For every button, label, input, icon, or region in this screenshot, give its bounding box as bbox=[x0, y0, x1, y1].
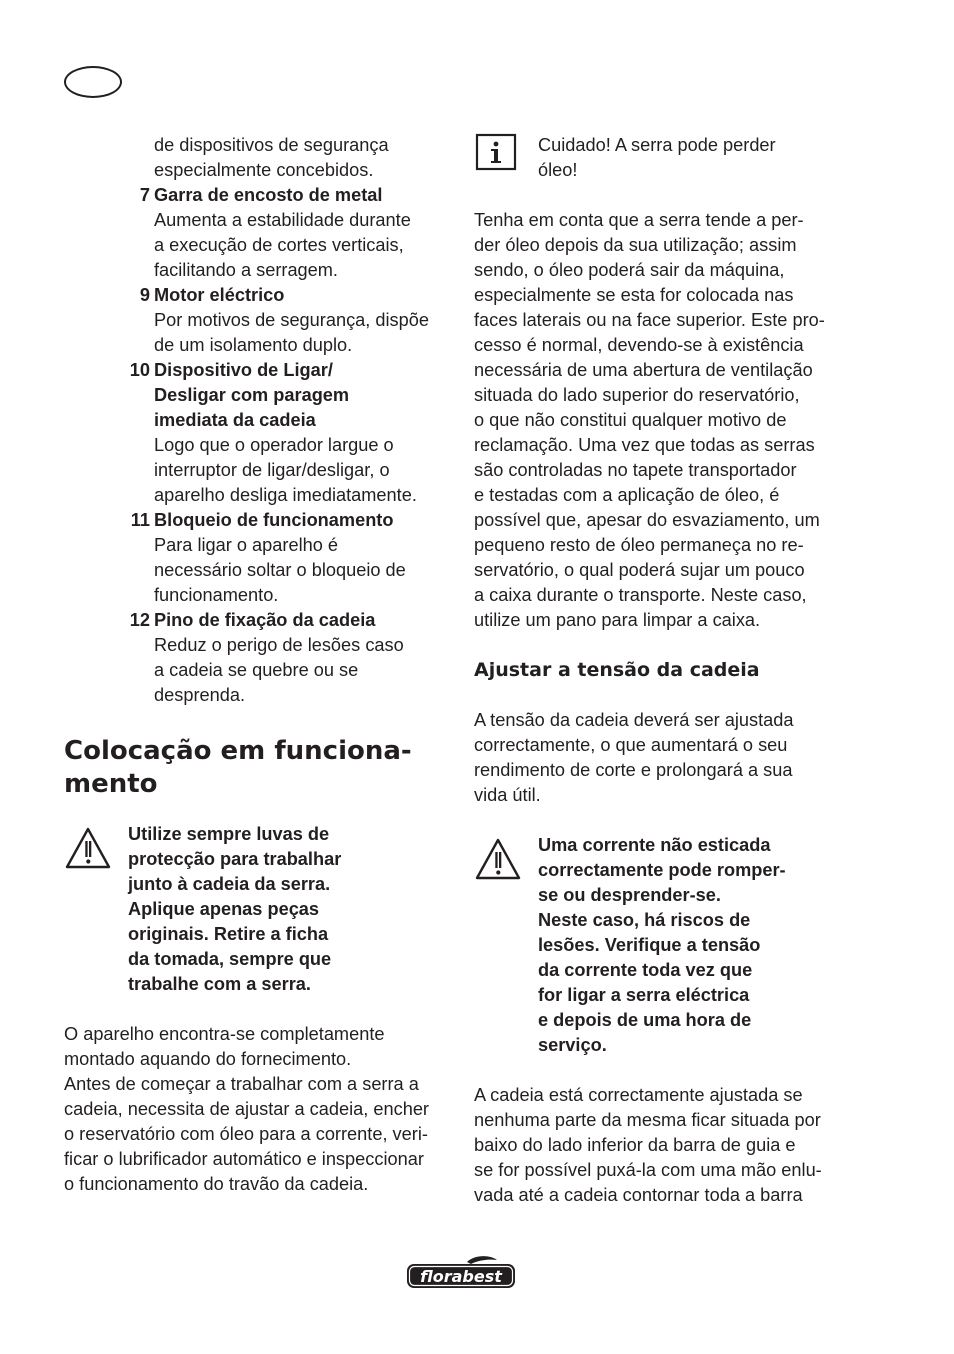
info-icon-cell bbox=[474, 133, 538, 180]
feature-description-line: necessário soltar o bloqueio de bbox=[154, 560, 406, 580]
paragraph-line: ficar o lubrificador automático e inspeccionar bbox=[64, 1149, 424, 1169]
warning-notice bbox=[64, 822, 449, 997]
paragraph-line: sendo, o óleo poderá sair da máquina, bbox=[474, 260, 785, 280]
section-title-line: mento bbox=[64, 769, 158, 799]
paragraph-line: A tensão da cadeia deverá ser ajustada bbox=[474, 710, 794, 730]
paragraph-line: se for possível puxá-la com uma mão enlu- bbox=[474, 1160, 822, 1180]
paragraph-line: são controladas no tapete transportador bbox=[474, 460, 797, 480]
right-column bbox=[474, 133, 859, 1208]
intro-paragraph bbox=[64, 1022, 449, 1197]
feature-item bbox=[64, 283, 449, 358]
adjust-paragraph bbox=[474, 1083, 859, 1208]
paragraph-line: vada até a cadeia contornar toda a barra bbox=[474, 1185, 803, 1205]
feature-description-line: desprenda. bbox=[154, 685, 246, 705]
warning-line: for ligar a serra eléctrica bbox=[538, 985, 750, 1005]
warning-line: Utilize sempre luvas de bbox=[128, 824, 330, 844]
feature-title-line: Dispositivo de Ligar/ bbox=[154, 360, 333, 380]
feature-description bbox=[154, 533, 449, 608]
warning-line: serviço. bbox=[538, 1035, 607, 1055]
feature-item bbox=[64, 183, 449, 283]
warning-line: e depois de uma hora de bbox=[538, 1010, 752, 1030]
section-title bbox=[64, 735, 449, 801]
feature-body bbox=[154, 358, 449, 508]
feature-title-line: Pino de fixação da cadeia bbox=[154, 610, 376, 630]
feature-description-line: de um isolamento duplo. bbox=[154, 335, 353, 355]
feature-title bbox=[154, 358, 449, 433]
paragraph-line: cesso é normal, devendo-se à existência bbox=[474, 335, 804, 355]
feature-number: 10 bbox=[129, 360, 150, 380]
florabest-logo bbox=[405, 1256, 517, 1290]
warning-line: da tomada, sempre que bbox=[128, 949, 332, 969]
info-notice bbox=[474, 133, 859, 183]
feature-description bbox=[154, 308, 449, 358]
feature-title-line: Motor eléctrico bbox=[154, 285, 285, 305]
feature-description bbox=[154, 633, 449, 708]
feature-description-line: interruptor de ligar/desligar, o bbox=[154, 460, 390, 480]
paragraph-line: necessária de uma abertura de ventilação bbox=[474, 360, 813, 380]
feature-number: 7 bbox=[139, 185, 150, 205]
paragraph-line: reclamação. Uma vez que todas as serras bbox=[474, 435, 815, 455]
paragraph-line: Antes de começar a trabalhar com a serra a bbox=[64, 1074, 419, 1094]
warning-line: Uma corrente não esticada bbox=[538, 835, 771, 855]
paragraph-line: montado aquando do fornecimento. bbox=[64, 1049, 352, 1069]
feature-description-line: Logo que o operador largue o bbox=[154, 435, 394, 455]
feature-title bbox=[154, 183, 449, 208]
spacer bbox=[64, 997, 449, 1022]
feature-title-line: Bloqueio de funcionamento bbox=[154, 510, 394, 530]
intro-continuation bbox=[64, 133, 449, 183]
paragraph-line: baixo do lado inferior da barra de guia e bbox=[474, 1135, 796, 1155]
paragraph-line: o reservatório com óleo para a corrente, veri- bbox=[64, 1124, 428, 1144]
spacer bbox=[474, 1058, 859, 1083]
paragraph-line: possível que, apesar do esvaziamento, um bbox=[474, 510, 820, 530]
feature-item bbox=[64, 608, 449, 708]
feature-description-line: Para ligar o aparelho é bbox=[154, 535, 339, 555]
paragraph-line: o que não constitui qualquer motivo de bbox=[474, 410, 787, 430]
paragraph-line: situada do lado superior do reservatório, bbox=[474, 385, 800, 405]
feature-description-line: a execução de cortes verticais, bbox=[154, 235, 404, 255]
paragraph-line: utilize um pano para limpar a caixa. bbox=[474, 610, 761, 630]
feature-item bbox=[64, 508, 449, 608]
paragraph-line: faces laterais ou na face superior. Este pro- bbox=[474, 310, 825, 330]
warning-notice bbox=[474, 833, 859, 1058]
warning-line: se ou desprender-se. bbox=[538, 885, 721, 905]
warning-triangle-icon bbox=[474, 837, 522, 881]
feature-description bbox=[154, 433, 449, 508]
section-title-line: Colocação em funciona- bbox=[64, 736, 412, 766]
feature-number: 9 bbox=[139, 285, 150, 305]
left-column bbox=[64, 133, 449, 1197]
paragraph-line: pequeno resto de óleo permaneça no re- bbox=[474, 535, 804, 555]
warning-line: originais. Retire a ficha bbox=[128, 924, 329, 944]
feature-description-line: Por motivos de segurança, dispõe bbox=[154, 310, 429, 330]
info-line: Cuidado! A serra pode perder bbox=[538, 135, 776, 155]
intro-line: de dispositivos de segurança bbox=[154, 135, 389, 155]
paragraph-line: e testadas com a aplicação de óleo, é bbox=[474, 485, 780, 505]
warning-line: junto à cadeia da serra. bbox=[128, 874, 331, 894]
oil-paragraph bbox=[474, 208, 859, 633]
feature-title-line: imediata da cadeia bbox=[154, 410, 316, 430]
warning-line: protecção para trabalhar bbox=[128, 849, 342, 869]
warning-line: da corrente toda vez que bbox=[538, 960, 753, 980]
paragraph-line: rendimento de corte e prolongará a sua bbox=[474, 760, 793, 780]
paragraph-line: a caixa durante o transporte. Neste caso, bbox=[474, 585, 807, 605]
feature-description-line: aparelho desliga imediatamente. bbox=[154, 485, 417, 505]
feature-description-line: a cadeia se quebre ou se bbox=[154, 660, 359, 680]
subheading: Ajustar a tensão da cadeia bbox=[474, 659, 760, 681]
feature-description-line: Reduz o perigo de lesões caso bbox=[154, 635, 404, 655]
feature-title bbox=[154, 283, 449, 308]
paragraph-line: servatório, o qual poderá sujar um pouco bbox=[474, 560, 805, 580]
feature-title bbox=[154, 608, 449, 633]
spacer bbox=[474, 633, 859, 658]
feature-number: 12 bbox=[129, 610, 150, 630]
warning-line: trabalhe com a serra. bbox=[128, 974, 311, 994]
feature-description bbox=[154, 208, 449, 283]
tension-paragraph bbox=[474, 708, 859, 808]
intro-line: especialmente concebidos. bbox=[154, 160, 374, 180]
feature-description-line: Aumenta a estabilidade durante bbox=[154, 210, 411, 230]
warning-icon-cell bbox=[474, 833, 538, 888]
warning-line: correctamente pode romper- bbox=[538, 860, 786, 880]
feature-body bbox=[154, 183, 449, 283]
warning-triangle-icon bbox=[64, 826, 112, 870]
logo-wordmark: florabest bbox=[420, 1267, 502, 1286]
paragraph-line: vida útil. bbox=[474, 785, 541, 805]
warning-line: Aplique apenas peças bbox=[128, 899, 320, 919]
info-text bbox=[538, 133, 859, 183]
paragraph-line: A cadeia está correctamente ajustada se bbox=[474, 1085, 803, 1105]
info-line: óleo! bbox=[538, 160, 578, 180]
paragraph-line: O aparelho encontra-se completamente bbox=[64, 1024, 385, 1044]
warning-text bbox=[128, 822, 449, 997]
feature-body bbox=[154, 283, 449, 358]
feature-title bbox=[154, 508, 449, 533]
feature-number: 11 bbox=[130, 510, 150, 530]
language-badge bbox=[64, 66, 122, 98]
warning-line: lesões. Verifique a tensão bbox=[538, 935, 761, 955]
paragraph-line: cadeia, necessita de ajustar a cadeia, encher bbox=[64, 1099, 429, 1119]
spacer bbox=[474, 808, 859, 833]
feature-item bbox=[64, 358, 449, 508]
info-icon bbox=[474, 133, 518, 173]
feature-title-line: Garra de encosto de metal bbox=[154, 185, 383, 205]
paragraph-line: nenhuma parte da mesma ficar situada por bbox=[474, 1110, 821, 1130]
paragraph-line: correctamente, o que aumentará o seu bbox=[474, 735, 788, 755]
feature-description-line: facilitando a serragem. bbox=[154, 260, 338, 280]
feature-body bbox=[154, 508, 449, 608]
feature-title-line: Desligar com paragem bbox=[154, 385, 350, 405]
warning-line: Neste caso, há riscos de bbox=[538, 910, 751, 930]
feature-body bbox=[154, 608, 449, 708]
spacer bbox=[474, 183, 859, 208]
warning-text bbox=[538, 833, 859, 1058]
feature-description-line: funcionamento. bbox=[154, 585, 279, 605]
warning-icon-cell bbox=[64, 822, 128, 877]
paragraph-line: o funcionamento do travão da cadeia. bbox=[64, 1174, 369, 1194]
paragraph-line: especialmente se esta for colocada nas bbox=[474, 285, 794, 305]
paragraph-line: Tenha em conta que a serra tende a per- bbox=[474, 210, 804, 230]
paragraph-line: der óleo depois da sua utilização; assim bbox=[474, 235, 797, 255]
